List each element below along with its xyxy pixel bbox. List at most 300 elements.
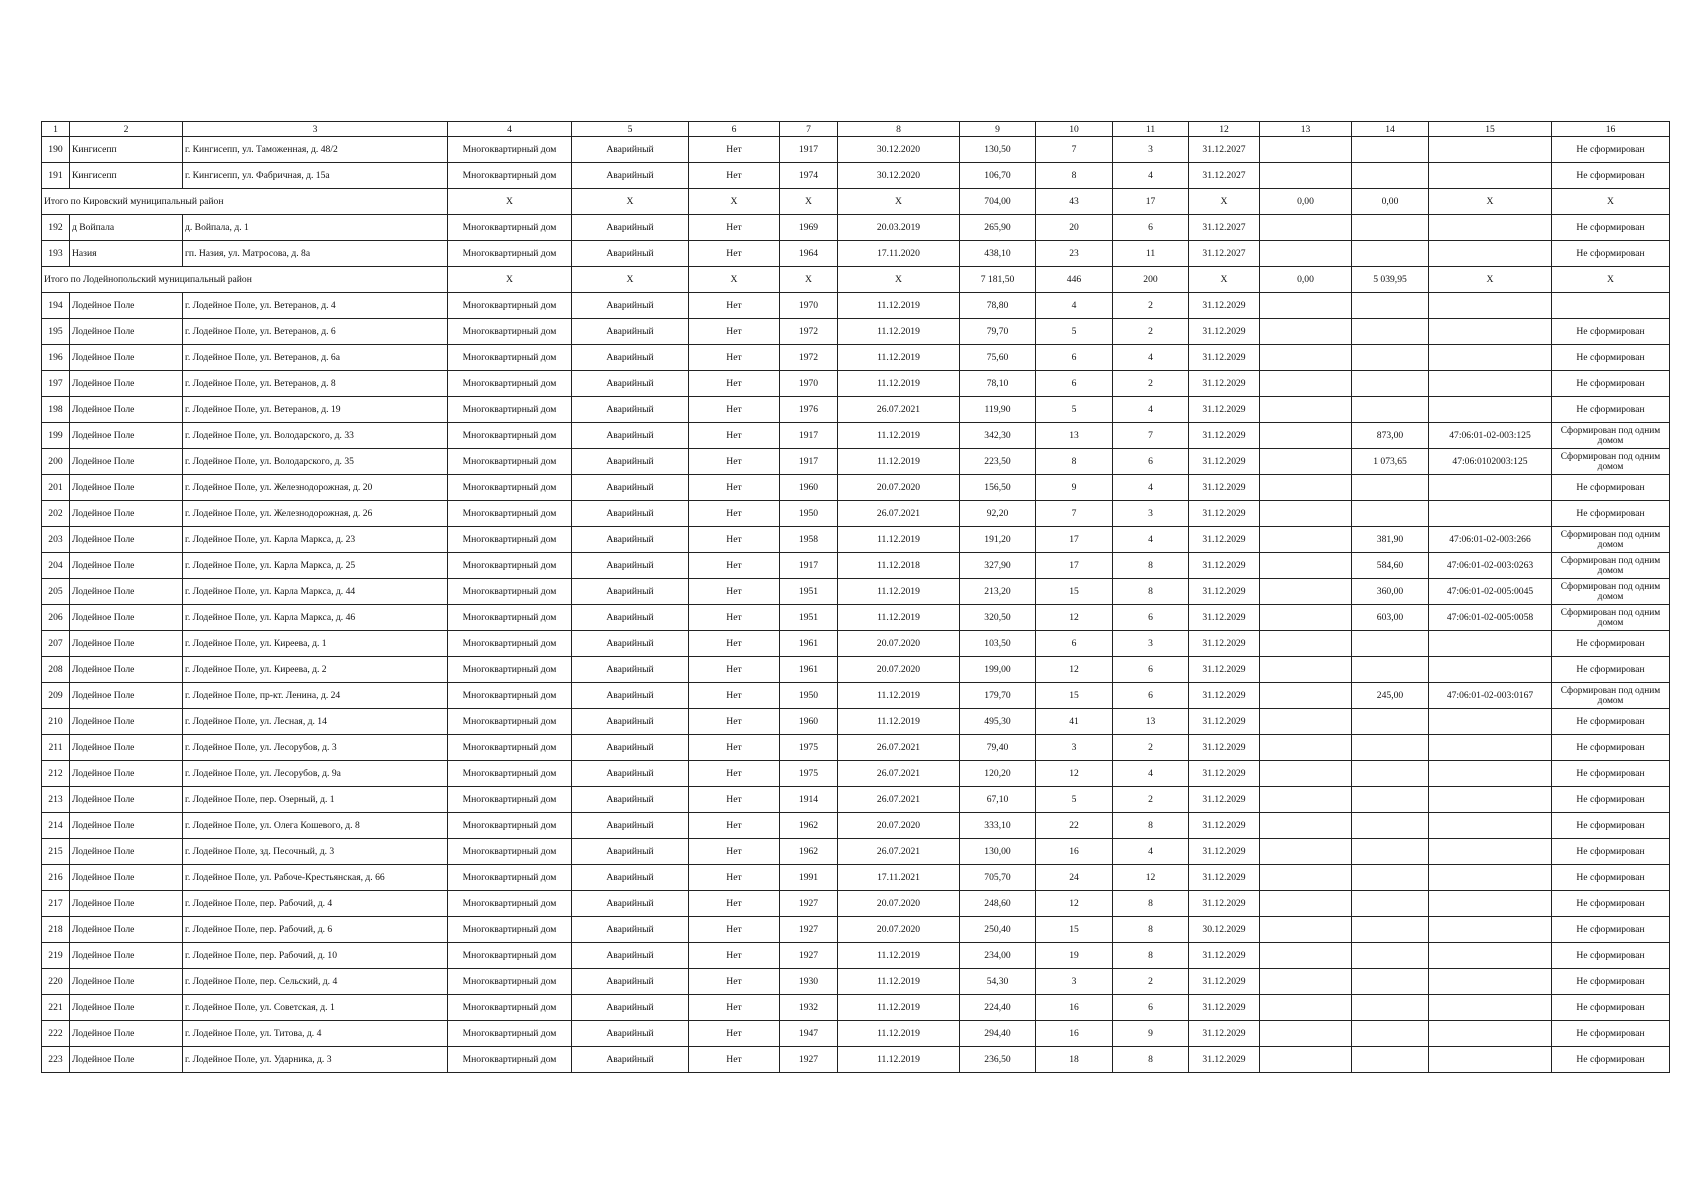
table-cell: Многоквартирный дом [448,579,572,605]
table-row [42,1021,1670,1047]
table-cell: 3 [1113,631,1189,657]
table-cell: Аварийный [572,605,689,631]
total-cell: X [1429,267,1552,293]
table-cell: 205 [42,579,70,605]
table-cell [1260,865,1352,891]
column-header: 7 [780,122,838,137]
table-cell [1429,917,1552,943]
table-cell: 31.12.2027 [1189,163,1260,189]
table-cell: 1962 [780,839,838,865]
table-cell: 206 [42,605,70,631]
table-cell [1352,761,1429,787]
table-cell: 360,00 [1352,579,1429,605]
table-cell: Не сформирован [1552,943,1670,969]
table-cell: Многоквартирный дом [448,813,572,839]
table-cell: Нет [689,475,780,501]
table-cell: Не сформирован [1552,995,1670,1021]
total-cell: X [780,189,838,215]
total-label: Итого по Лодейнопольский муниципальный район [42,267,448,293]
table-cell: Нет [689,1021,780,1047]
table-cell: 156,50 [960,475,1036,501]
table-cell: 214 [42,813,70,839]
table-cell: 11.12.2019 [838,605,960,631]
table-cell: 327,90 [960,553,1036,579]
table-cell: 11.12.2019 [838,709,960,735]
table-cell: 4 [1113,761,1189,787]
table-cell: Нет [689,579,780,605]
table-cell: 8 [1113,943,1189,969]
table-cell [1352,319,1429,345]
table-cell: Не сформирован [1552,787,1670,813]
table-cell: 211 [42,735,70,761]
table-cell: Нет [689,995,780,1021]
table-cell: Лодейное Поле [70,527,183,553]
table-cell: 1961 [780,631,838,657]
table-cell: 31.12.2029 [1189,345,1260,371]
table-cell: г. Лодейное Поле, ул. Карла Маркса, д. 23 [183,527,448,553]
table-cell: 1975 [780,735,838,761]
table-cell: Нет [689,761,780,787]
table-cell: Не сформирован [1552,865,1670,891]
table-cell: 103,50 [960,631,1036,657]
table-row [42,397,1670,423]
table-cell: 11.12.2019 [838,995,960,1021]
table-cell: г. Лодейное Поле, ул. Володарского, д. 33 [183,423,448,449]
table-cell [1260,137,1352,163]
table-cell: Аварийный [572,475,689,501]
table-cell: 11 [1113,241,1189,267]
table-cell: Не сформирован [1552,761,1670,787]
table-row [42,605,1670,631]
table-cell: д Войпала [70,215,183,241]
table-cell: 12 [1036,891,1113,917]
table-cell: 13 [1113,709,1189,735]
table-cell [1429,787,1552,813]
table-cell [1260,527,1352,553]
table-cell: 130,50 [960,137,1036,163]
table-cell: 4 [1113,839,1189,865]
table-cell: 4 [1113,475,1189,501]
table-cell: Аварийный [572,969,689,995]
table-cell: г. Лодейное Поле, ул. Лесная, д. 14 [183,709,448,735]
table-cell: Аварийный [572,137,689,163]
table-cell: Лодейное Поле [70,787,183,813]
table-cell [1260,657,1352,683]
table-cell: Нет [689,787,780,813]
table-cell: 31.12.2029 [1189,709,1260,735]
table-cell: 191 [42,163,70,189]
table-cell: Многоквартирный дом [448,995,572,1021]
table-row [42,501,1670,527]
table-cell: Многоквартирный дом [448,891,572,917]
table-cell: 3 [1036,735,1113,761]
table-cell [1352,709,1429,735]
table-cell: 190 [42,137,70,163]
table-cell: Многоквартирный дом [448,241,572,267]
table-cell: 196 [42,345,70,371]
table-row [42,1047,1670,1073]
table-cell: Кингисепп [70,137,183,163]
table-cell: Нет [689,969,780,995]
table-cell [1429,735,1552,761]
table-cell: Не сформирован [1552,319,1670,345]
table-cell [1260,163,1352,189]
table-cell [1260,371,1352,397]
table-cell: 221 [42,995,70,1021]
table-cell [1429,293,1552,319]
table-cell: д. Войпала, д. 1 [183,215,448,241]
table-cell: Аварийный [572,579,689,605]
table-cell: 16 [1036,1021,1113,1047]
table-cell: 245,00 [1352,683,1429,709]
table-cell: Аварийный [572,501,689,527]
table-cell: 19 [1036,943,1113,969]
table-cell: Многоквартирный дом [448,969,572,995]
table-cell: г. Лодейное Поле, ул. Карла Маркса, д. 25 [183,553,448,579]
table-cell: Не сформирован [1552,345,1670,371]
table-cell: Нет [689,735,780,761]
table-cell: 31.12.2029 [1189,475,1260,501]
table-cell: Многоквартирный дом [448,397,572,423]
table-cell: Аварийный [572,735,689,761]
total-cell: 446 [1036,267,1113,293]
table-cell: Не сформирован [1552,1047,1670,1073]
table-cell [1260,683,1352,709]
table-cell: 22 [1036,813,1113,839]
table-cell: Аварийный [572,683,689,709]
table-cell [1352,215,1429,241]
table-cell: 15 [1036,579,1113,605]
table-cell: Нет [689,657,780,683]
table-cell: Лодейное Поле [70,865,183,891]
total-cell: X [689,189,780,215]
table-cell: 1964 [780,241,838,267]
table-cell: Лодейное Поле [70,995,183,1021]
table-cell: Многоквартирный дом [448,839,572,865]
table-cell: 11.12.2019 [838,449,960,475]
table-row [42,423,1670,449]
table-cell [1352,917,1429,943]
table-cell: Нет [689,163,780,189]
table-cell: 11.12.2018 [838,553,960,579]
table-cell: 1970 [780,371,838,397]
table-cell: 11.12.2019 [838,1021,960,1047]
table-cell: 26.07.2021 [838,787,960,813]
table-cell [1260,605,1352,631]
table-cell: Сформирован под одним домом [1552,449,1670,475]
table-cell: 3 [1113,501,1189,527]
table-cell: Аварийный [572,1021,689,1047]
table-cell: Аварийный [572,553,689,579]
table-cell: 201 [42,475,70,501]
table-cell: Нет [689,839,780,865]
table-cell: 8 [1036,449,1113,475]
table-cell: 381,90 [1352,527,1429,553]
table-cell: 1930 [780,969,838,995]
column-header: 12 [1189,122,1260,137]
table-cell: Многоквартирный дом [448,215,572,241]
table-cell: Лодейное Поле [70,631,183,657]
table-cell: Нет [689,891,780,917]
table-cell: 2 [1113,371,1189,397]
total-cell: 0,00 [1260,267,1352,293]
table-cell [1260,943,1352,969]
table-cell: Нет [689,1047,780,1073]
table-cell: 193 [42,241,70,267]
table-row [42,241,1670,267]
table-cell: Многоквартирный дом [448,631,572,657]
table-cell: Лодейное Поле [70,553,183,579]
total-cell: 0,00 [1352,189,1429,215]
table-cell: 31.12.2029 [1189,657,1260,683]
column-header: 10 [1036,122,1113,137]
table-cell [1260,475,1352,501]
table-cell: 1969 [780,215,838,241]
table-cell: 20.07.2020 [838,813,960,839]
total-cell: X [572,267,689,293]
table-cell [1352,371,1429,397]
total-cell: 17 [1113,189,1189,215]
table-cell: Не сформирован [1552,371,1670,397]
table-cell: Нет [689,501,780,527]
total-cell: X [1189,189,1260,215]
table-cell: 265,90 [960,215,1036,241]
table-cell: Лодейное Поле [70,1021,183,1047]
table-cell: Лодейное Поле [70,605,183,631]
table-cell: 1927 [780,943,838,969]
table-cell: Аварийный [572,241,689,267]
table-cell: Многоквартирный дом [448,475,572,501]
table-cell: 8 [1113,813,1189,839]
table-cell: Аварийный [572,891,689,917]
total-cell: X [1429,189,1552,215]
table-cell: 31.12.2029 [1189,813,1260,839]
table-cell: Лодейное Поле [70,501,183,527]
table-cell: 20.07.2020 [838,657,960,683]
table-cell [1260,787,1352,813]
table-cell: 1927 [780,1047,838,1073]
housing-table [41,121,1670,1073]
table-cell: Лодейное Поле [70,761,183,787]
table-cell: Нет [689,631,780,657]
table-cell: 8 [1113,553,1189,579]
table-cell: гп. Назия, ул. Матросова, д. 8а [183,241,448,267]
table-cell: 333,10 [960,813,1036,839]
table-cell [1352,631,1429,657]
table-cell: 31.12.2029 [1189,1047,1260,1073]
table-cell: 8 [1113,891,1189,917]
table-cell: 1917 [780,449,838,475]
table-cell: г. Лодейное Поле, ул. Лесорубов, д. 3 [183,735,448,761]
table-cell: Лодейное Поле [70,319,183,345]
table-cell: 7 [1113,423,1189,449]
total-cell: X [1552,267,1670,293]
table-cell: Не сформирован [1552,917,1670,943]
table-cell: Лодейное Поле [70,449,183,475]
table-cell: 26.07.2021 [838,397,960,423]
table-cell: Лодейное Поле [70,293,183,319]
table-cell [1352,813,1429,839]
table-cell: Аварийный [572,397,689,423]
table-cell: Многоквартирный дом [448,683,572,709]
table-cell [1429,839,1552,865]
table-cell: 26.07.2021 [838,839,960,865]
table-cell: Нет [689,137,780,163]
table-cell: Не сформирован [1552,1021,1670,1047]
table-cell: 2 [1113,735,1189,761]
table-cell: 200 [42,449,70,475]
total-cell: X [448,267,572,293]
table-cell: 6 [1113,657,1189,683]
table-cell: 11.12.2019 [838,683,960,709]
table-cell: Многоквартирный дом [448,943,572,969]
table-row [42,345,1670,371]
table-cell: 11.12.2019 [838,319,960,345]
table-row [42,527,1670,553]
table-cell: 11.12.2019 [838,1047,960,1073]
column-header: 1 [42,122,70,137]
table-cell: 197 [42,371,70,397]
table-cell [1429,397,1552,423]
table-cell: 17.11.2020 [838,241,960,267]
table-cell: 199,00 [960,657,1036,683]
table-cell: 198 [42,397,70,423]
table-cell: 1 073,65 [1352,449,1429,475]
table-cell: Многоквартирный дом [448,501,572,527]
table-cell: 1961 [780,657,838,683]
table-cell [1429,631,1552,657]
table-cell: Не сформирован [1552,163,1670,189]
table-cell [1429,371,1552,397]
column-header: 3 [183,122,448,137]
table-cell: Не сформирован [1552,397,1670,423]
table-cell: 31.12.2029 [1189,943,1260,969]
table-cell: Лодейное Поле [70,969,183,995]
table-cell: г. Кингисепп, ул. Таможенная, д. 48/2 [183,137,448,163]
table-cell: г. Лодейное Поле, пер. Рабочий, д. 10 [183,943,448,969]
table-cell [1260,579,1352,605]
table-cell: Лодейное Поле [70,371,183,397]
table-cell: Аварийный [572,917,689,943]
table-cell: 2 [1113,787,1189,813]
table-cell [1429,969,1552,995]
total-cell: X [838,189,960,215]
table-cell [1352,995,1429,1021]
table-cell: 20.03.2019 [838,215,960,241]
table-cell: Нет [689,319,780,345]
table-cell: Многоквартирный дом [448,293,572,319]
table-cell: 31.12.2029 [1189,527,1260,553]
table-cell: Лодейное Поле [70,475,183,501]
table-cell [1429,319,1552,345]
table-cell: 47:06:01-02-005:0045 [1429,579,1552,605]
table-cell: 203 [42,527,70,553]
table-cell [1352,943,1429,969]
table-cell: 215 [42,839,70,865]
table-cell: 130,00 [960,839,1036,865]
table-cell [1352,839,1429,865]
table-cell: 31.12.2029 [1189,683,1260,709]
table-cell [1260,319,1352,345]
table-cell: 3 [1113,137,1189,163]
table-cell [1429,137,1552,163]
table-cell: Не сформирован [1552,969,1670,995]
table-cell: Многоквартирный дом [448,371,572,397]
table-cell: 705,70 [960,865,1036,891]
table-row [42,319,1670,345]
table-cell [1429,163,1552,189]
table-row [42,839,1670,865]
table-cell: 78,10 [960,371,1036,397]
table-cell: 47:06:01-02-003:266 [1429,527,1552,553]
table-cell: 1962 [780,813,838,839]
table-cell: 8 [1036,163,1113,189]
table-cell: 31.12.2029 [1189,631,1260,657]
table-cell [1260,917,1352,943]
table-cell: Не сформирован [1552,891,1670,917]
total-cell: X [780,267,838,293]
table-cell: 11.12.2019 [838,345,960,371]
total-cell: 200 [1113,267,1189,293]
table-cell: 218 [42,917,70,943]
table-cell: Многоквартирный дом [448,345,572,371]
table-cell: Не сформирован [1552,813,1670,839]
table-cell [1260,1021,1352,1047]
table-cell: 20 [1036,215,1113,241]
table-row [42,683,1670,709]
table-cell [1429,215,1552,241]
table-cell: 195 [42,319,70,345]
table-cell: Нет [689,943,780,969]
table-cell: Нет [689,605,780,631]
table-row [42,163,1670,189]
table-cell [1429,865,1552,891]
table-cell: 8 [1113,579,1189,605]
table-cell: г. Лодейное Поле, ул. Советская, д. 1 [183,995,448,1021]
table-cell [1260,631,1352,657]
table-cell: г. Лодейное Поле, ул. Железнодорожная, д. 26 [183,501,448,527]
table-cell: 31.12.2029 [1189,735,1260,761]
table-cell: Аварийный [572,423,689,449]
table-cell: 2 [1113,293,1189,319]
table-cell: 1972 [780,345,838,371]
column-header: 8 [838,122,960,137]
table-cell: 223,50 [960,449,1036,475]
table-cell: г. Лодейное Поле, пер. Рабочий, д. 6 [183,917,448,943]
table-cell: Многоквартирный дом [448,1021,572,1047]
table-cell: 31.12.2029 [1189,605,1260,631]
table-cell: 47:06:01-02-003:0263 [1429,553,1552,579]
total-cell: X [572,189,689,215]
table-cell: Нет [689,423,780,449]
table-cell: Кингисепп [70,163,183,189]
table-cell: 219 [42,943,70,969]
table-cell: г. Лодейное Поле, ул. Ветеранов, д. 4 [183,293,448,319]
table-cell: Лодейное Поле [70,813,183,839]
table-cell: 3 [1036,969,1113,995]
table-cell: г. Лодейное Поле, зд. Песочный, д. 3 [183,839,448,865]
table-cell: Аварийный [572,449,689,475]
total-row [42,267,1670,293]
table-cell: 7 [1036,137,1113,163]
table-cell: Сформирован под одним домом [1552,553,1670,579]
table-cell: Многоквартирный дом [448,865,572,891]
table-cell: 12 [1036,761,1113,787]
table-cell: 6 [1113,995,1189,1021]
column-header: 9 [960,122,1036,137]
table-cell: 31.12.2029 [1189,449,1260,475]
table-cell: 11.12.2019 [838,371,960,397]
